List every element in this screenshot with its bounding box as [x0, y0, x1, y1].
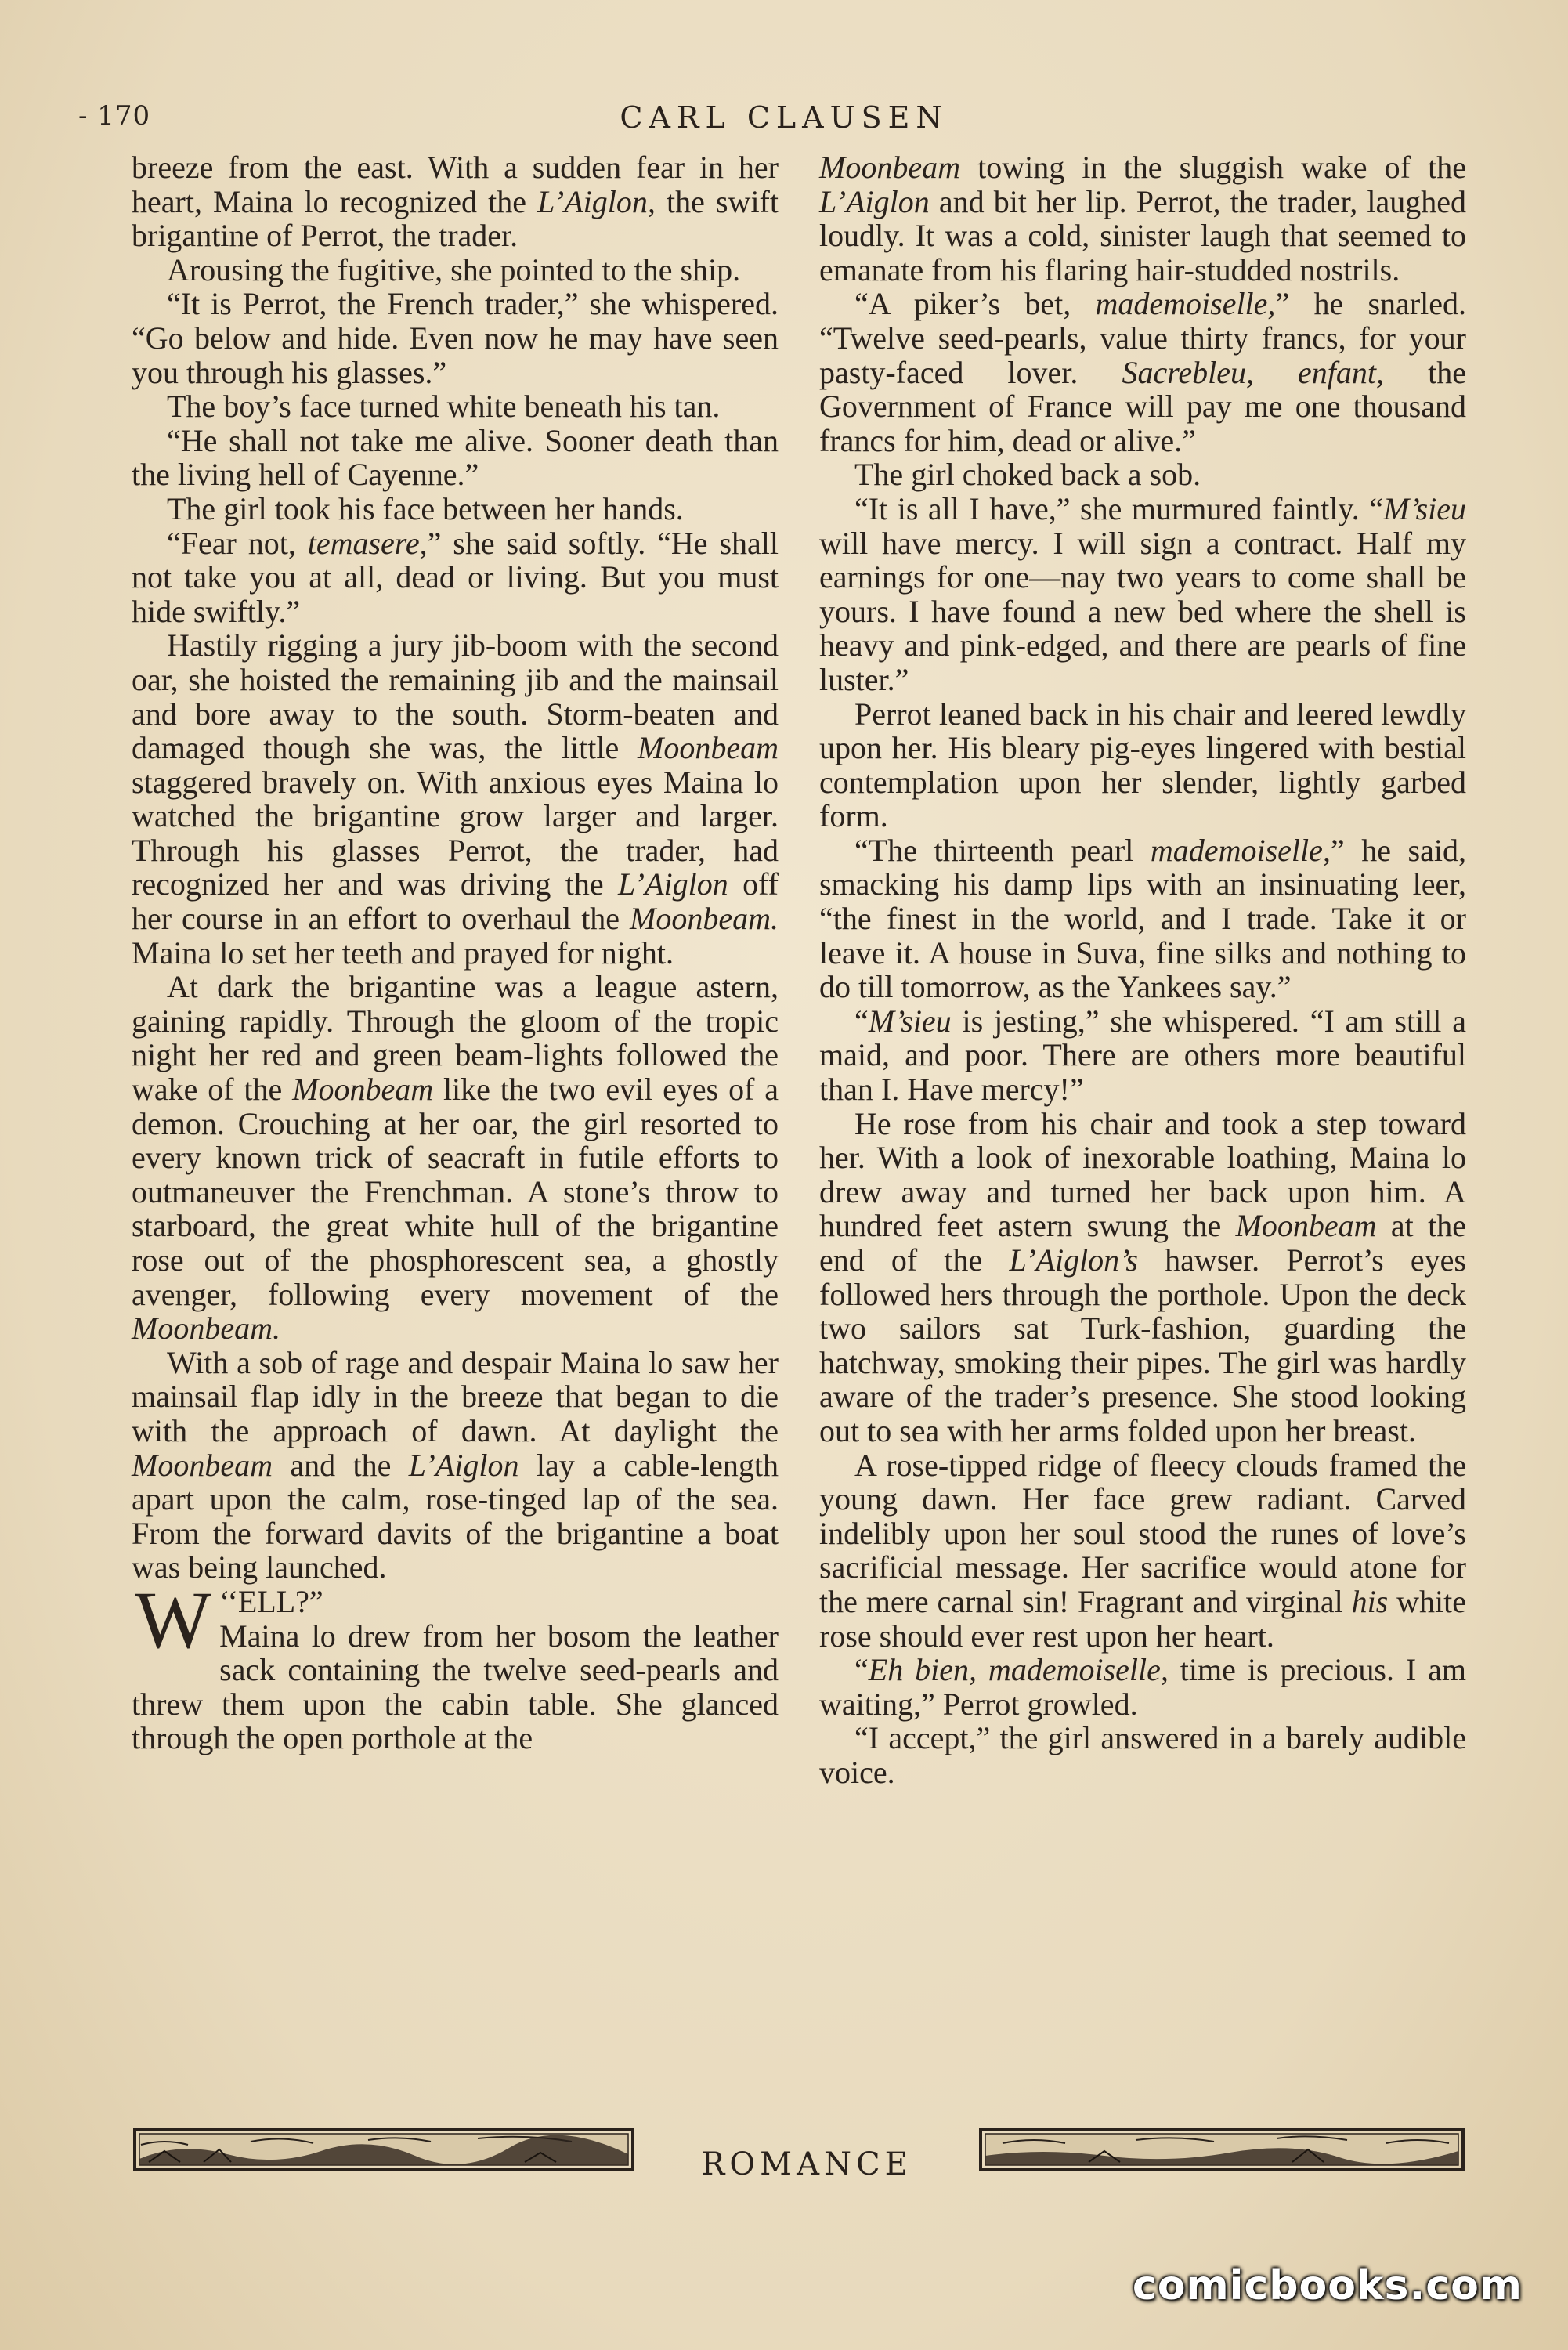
opening-quote: ‘‘: [219, 1583, 238, 1619]
ship-name: L’Aiglon’s: [1009, 1242, 1138, 1278]
italic-phrase: Sacrebleu, enfant,: [1122, 354, 1385, 390]
paragraph: The girl took his face between her hands.: [167, 490, 684, 526]
text-run: ” she said softly. “He shall not take you at all, dead or living. But you must hide swiftly.”: [132, 525, 779, 629]
text-run: is jesting,” she whispered. “I am still a maid, and poor. There are others more beautiful than I. Have mercy!”: [819, 1003, 1466, 1108]
text-run: and bit her lip. Perrot, the trader, laughed loudly. It was a cold, sinister laugh that seemed to emanate from his flaring hair-studded nostrils.: [819, 183, 1466, 287]
text-run: “: [854, 1003, 869, 1039]
italic-phrase: Eh bien, mademoiselle,: [868, 1652, 1169, 1688]
text-run: at the end of the: [819, 1208, 1467, 1278]
italic-word: mademoiselle,: [1095, 286, 1276, 322]
opening-quote: “: [854, 1652, 869, 1688]
page-number-value: 170: [97, 100, 151, 132]
running-head-title: CARL CLAUSEN: [620, 100, 948, 135]
paragraph: [132, 150, 779, 253]
paragraph: [819, 1448, 1466, 1654]
text-run: Maina lo set her teeth and prayed for night.: [132, 935, 674, 971]
footer: [133, 2115, 1465, 2186]
paragraph: [132, 970, 779, 1346]
landscape-ornament-left: [133, 2128, 634, 2171]
ship-name: L’Aiglon: [617, 866, 728, 902]
ship-name: L’Aiglon,: [537, 183, 656, 219]
ship-name: Moonbeam.: [630, 901, 779, 937]
text-run: A rose-tipped ridge of fleecy clouds framed the young dawn. Her face grew radiant. Carved indelibly upon her soul stood the runes of love’s sacrificial message. Her sacrifice would atone for the mere carnal sin! Fragrant and virginal: [819, 1447, 1466, 1619]
text-run: Hastily rigging a jury jib-boom with the second oar, she hoisted the remaining jib and the mainsail and bore away to the south. Storm-beaten and damaged though she was, the little: [132, 627, 779, 766]
ship-name: L’Aiglon: [819, 183, 930, 219]
ship-name: Moonbeam: [819, 150, 960, 185]
ship-name: Moonbeam: [132, 1447, 273, 1483]
text-run: ” he said, smacking his damp lips with an insinuating leer, “the finest in the world, and I trade. Take it or leave it. A house in Suva, fine silks and nothing to do till tomorrow, as the Yankees say.”: [819, 832, 1466, 1005]
watermark: comicbooks.com: [1132, 2262, 1523, 2309]
text-run: With a sob of rage and despair Maina lo saw her mainsail flap idly in the breeze that began to die with the approach of dawn. At daylight the: [132, 1344, 779, 1448]
ship-name: Moonbeam: [638, 730, 779, 766]
text-run: white rose should ever rest upon her heart.: [819, 1583, 1466, 1654]
italic-word: his: [1351, 1583, 1389, 1619]
paragraph: [819, 1107, 1466, 1448]
text-run: ELL?”: [237, 1583, 323, 1619]
ship-name: L’Aiglon: [408, 1447, 519, 1483]
italic-word: temasere,: [307, 525, 428, 561]
text-run: off her course in an effort to overhaul the: [132, 866, 779, 937]
italic-word: mademoiselle,: [1150, 832, 1331, 868]
paragraph: [819, 1004, 1466, 1107]
ship-name: Moonbeam: [1235, 1208, 1377, 1244]
paragraph: [819, 492, 1466, 697]
paragraph: [819, 833, 1466, 1004]
text-run: the swift brigantine of Perrot, the trader.: [132, 183, 779, 254]
paragraph: “He shall not take me alive. Sooner death than the living hell of Cayenne.”: [132, 422, 779, 493]
text-run: ” he snarled. “Twelve seed-pearls, value thirty francs, for your pasty-faced lover.: [819, 286, 1467, 390]
paragraph: “I accept,” the girl answered in a barely audible voice.: [819, 1720, 1466, 1790]
page-number: - 170: [78, 100, 151, 132]
paragraph: Arousing the fugitive, she pointed to the ship.: [167, 251, 741, 287]
paragraph: [132, 526, 779, 629]
paragraph: The girl choked back a sob.: [854, 457, 1201, 493]
text-run: time is precious. I am waiting,” Perrot growled.: [819, 1652, 1466, 1722]
magazine-title: ROMANCE: [701, 2146, 912, 2182]
text-run: staggered bravely on. With anxious eyes Maina lo watched the brigantine grow larger and larger. Through his glasses Perrot, the trader, had recognized her and was driving the: [132, 764, 779, 902]
text-run: and the: [272, 1447, 409, 1483]
running-head: [0, 100, 1568, 135]
left-column: [132, 150, 779, 1755]
text-run: “It is all I have,” she murmured faintly. “: [854, 490, 1384, 526]
paragraph: [132, 1346, 779, 1585]
landscape-ornament-right: [979, 2128, 1465, 2171]
text-run: “A piker’s bet,: [854, 286, 1096, 322]
text-run: At dark the brigantine was a league astern, gaining rapidly. Through the gloom of the tropic night her red and green beam-lights followed the wake of the: [132, 969, 779, 1108]
paragraph: The boy’s face turned white beneath his tan.: [167, 389, 721, 425]
ship-name: Moonbeam: [292, 1072, 434, 1108]
text-run: “Fear not,: [167, 525, 308, 561]
italic-word: M’sieu: [868, 1003, 952, 1039]
paragraph: [819, 150, 1466, 287]
ship-name: Moonbeam.: [132, 1311, 280, 1347]
text-run: towing in the sluggish wake of the: [959, 150, 1466, 185]
text-run: lay a cable-length apart upon the calm, rose-tinged lap of the sea. From the forward davits of the brigantine a boat was being launched.: [132, 1447, 779, 1585]
paragraph: “It is Perrot, the French trader,” she whispered. “Go below and hide. Even now he may have seen you through his glasses.”: [132, 286, 779, 390]
paragraph: [132, 628, 779, 970]
italic-word: M’sieu: [1383, 490, 1466, 526]
text-run: will have mercy. I will sign a contract. Half my earnings for one—nay two years to come shall be yours. I have found a new bed where the shell is heavy and pink-edged, and there are pearls of fine luster.”: [819, 525, 1466, 697]
text-run: breeze from the east. With a sudden fear in her heart, Maina lo recognized the: [132, 150, 779, 219]
drop-cap: W: [135, 1574, 212, 1665]
text-run: Maina lo drew from her bosom the leather sack containing the twelve seed-pearls and threw them upon the cabin table. She glanced through the open porthole at the: [132, 1618, 779, 1756]
paragraph: [819, 1653, 1466, 1721]
text-run: He rose from his chair and took a step toward her. With a look of inexorable loathing, Maina lo drew away and turned her back upon him. A hundred feet astern swung the: [819, 1105, 1466, 1244]
paragraph: [819, 287, 1466, 457]
text-run: “The thirteenth pearl: [854, 832, 1151, 868]
text-run: hawser. Perrot’s eyes followed hers through the porthole. Upon the deck two sailors sat Turk-fashion, guarding the hatchway, smoking their pipes. The girl was hardly aware of the trader’s presence. She stood looking out to sea with her arms folded upon her breast.: [819, 1242, 1466, 1448]
text-run: the Government of France will pay me one thousand francs for him, dead or alive.”: [819, 354, 1466, 458]
section-opening-paragraph: [132, 1574, 779, 1756]
paragraph: Perrot leaned back in his chair and leered lewdly upon her. His bleary pig-eyes lingered with bestial contemplation upon her slender, lightly garbed form.: [819, 696, 1466, 834]
right-column: [819, 150, 1466, 1790]
text-run: like the two evil eyes of a demon. Crouching at her oar, the girl resorted to every known trick of seacraft in futile efforts to outmaneuver the Frenchman. A stone’s throw to starboard, the great white hull of the brigantine rose out of the phosphorescent sea, a ghostly avenger, following every movement of the: [132, 1072, 779, 1312]
